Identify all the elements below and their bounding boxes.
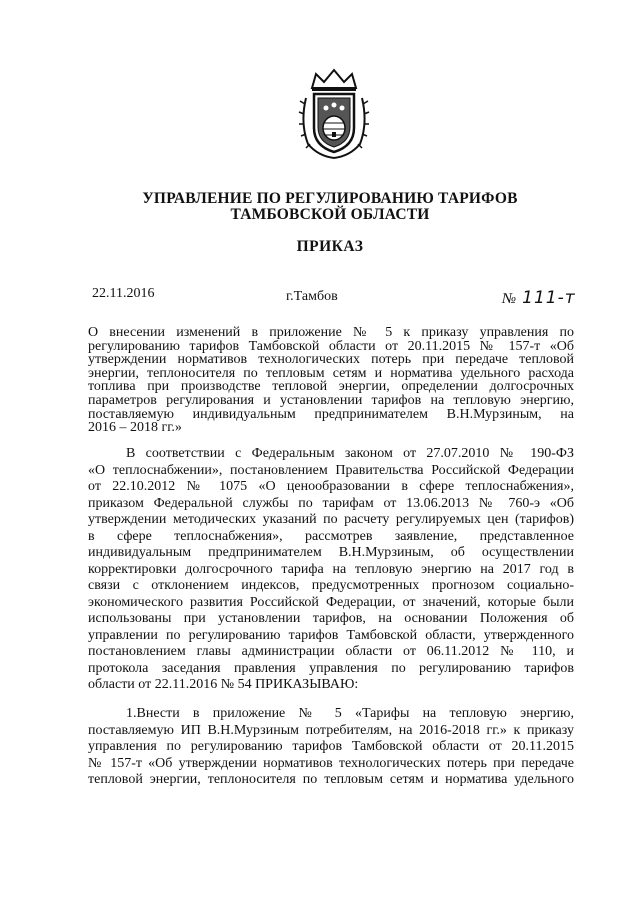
body-line: корректировки долгосрочного тарифа на тепловую энергию на 2017 год в (88, 561, 574, 577)
coat-of-arms-icon (298, 68, 370, 160)
body-line: «О теплоснабжении», постановлением Правительства Российской Федерации (88, 462, 574, 478)
item-line: 1.Внести в приложение № 5 «Тарифы на тепловую энергию, (126, 706, 574, 721)
handwritten-number: 111-т (522, 288, 576, 308)
number-prefix: № (502, 291, 517, 307)
body-line: от 22.10.2012 № 1075 «О ценообразовании в сфере теплоснабжения», (88, 479, 574, 494)
body-line: протокола заседания правления управления по регулированию тарифов (88, 660, 574, 676)
subject-line: 2016 – 2018 гг.» (88, 420, 182, 436)
subject-line: утверждении нормативов технологических потерь при передаче тепловой (88, 352, 574, 368)
subject-line: топлива при производстве тепловой энергии, определении долгосрочных (88, 379, 574, 395)
body-line: постановлением главы администрации области от 06.11.2012 № 110, и (88, 644, 574, 659)
document-title: ПРИКАЗ (296, 238, 364, 255)
body-line: индивидуальным предпринимателем В.Н.Мурзиным, об осуществлении (88, 545, 574, 560)
document-city: г.Тамбов (286, 289, 338, 304)
subject-line: параметров регулирования и установлении тарифов на тепловую энергию, (88, 392, 574, 408)
preamble-paragraph (88, 446, 574, 694)
item-line: тепловой энергии, теплоносителя по тепловым сетям и норматива удельного (88, 772, 574, 788)
body-line: экономического развития Российской Федерации, от значений, которые были (88, 594, 574, 610)
subject-line: энергии, теплоносителя по тепловым сетям и норматива удельного расхода (88, 365, 574, 381)
organization-name-line-1: УПРАВЛЕНИЕ ПО РЕГУЛИРОВАНИЮ ТАРИФОВ (142, 190, 518, 207)
body-line: управлении по регулированию тарифов Тамбовской области, утвержденного (88, 627, 574, 643)
item-line: управления по регулированию тарифов Тамбовской области от 20.11.2015 (88, 739, 574, 755)
document-subject (88, 326, 574, 435)
document-date: 22.11.2016 (92, 286, 155, 301)
organization-name-line-2: ТАМБОВСКОЙ ОБЛАСТИ (230, 206, 430, 223)
subject-line: О внесении изменений в приложение № 5 к приказу управления по (88, 325, 574, 340)
subject-line: регулированию тарифов Тамбовской области от 20.11.2015 № 157-т «Об (88, 338, 574, 354)
body-line: приказом Федеральной службы по тарифам от 13.06.2013 № 760-э «Об (88, 495, 574, 511)
order-item-1 (88, 706, 574, 789)
body-line: утверждении методических указаний по расчету регулируемых цен (тарифов) (88, 512, 574, 527)
body-line: области от 22.11.2016 № 54 ПРИКАЗЫВАЮ: (88, 677, 359, 692)
body-line: В соответствии с Федеральным законом от 27.07.2010 № 190-ФЗ (126, 446, 574, 461)
body-line: связи с отклонением индексов, предусмотренных прогнозом социально- (88, 578, 574, 593)
subject-line: поставляемую индивидуальным предпринимателем В.Н.Мурзиным, на (88, 406, 574, 422)
body-line: в сфере теплоснабжения», рассмотрев заявление, представленное (88, 528, 574, 544)
body-line: использованы при установлении тарифов, на основании Положения об (88, 611, 574, 626)
document-number (502, 288, 576, 308)
item-line: поставляемую ИП В.Н.Мурзиным потребителям, на 2016-2018 гг.» к приказу (88, 722, 574, 738)
item-line: № 157-т «Об утверждении нормативов технологических потерь при передаче (88, 755, 574, 771)
